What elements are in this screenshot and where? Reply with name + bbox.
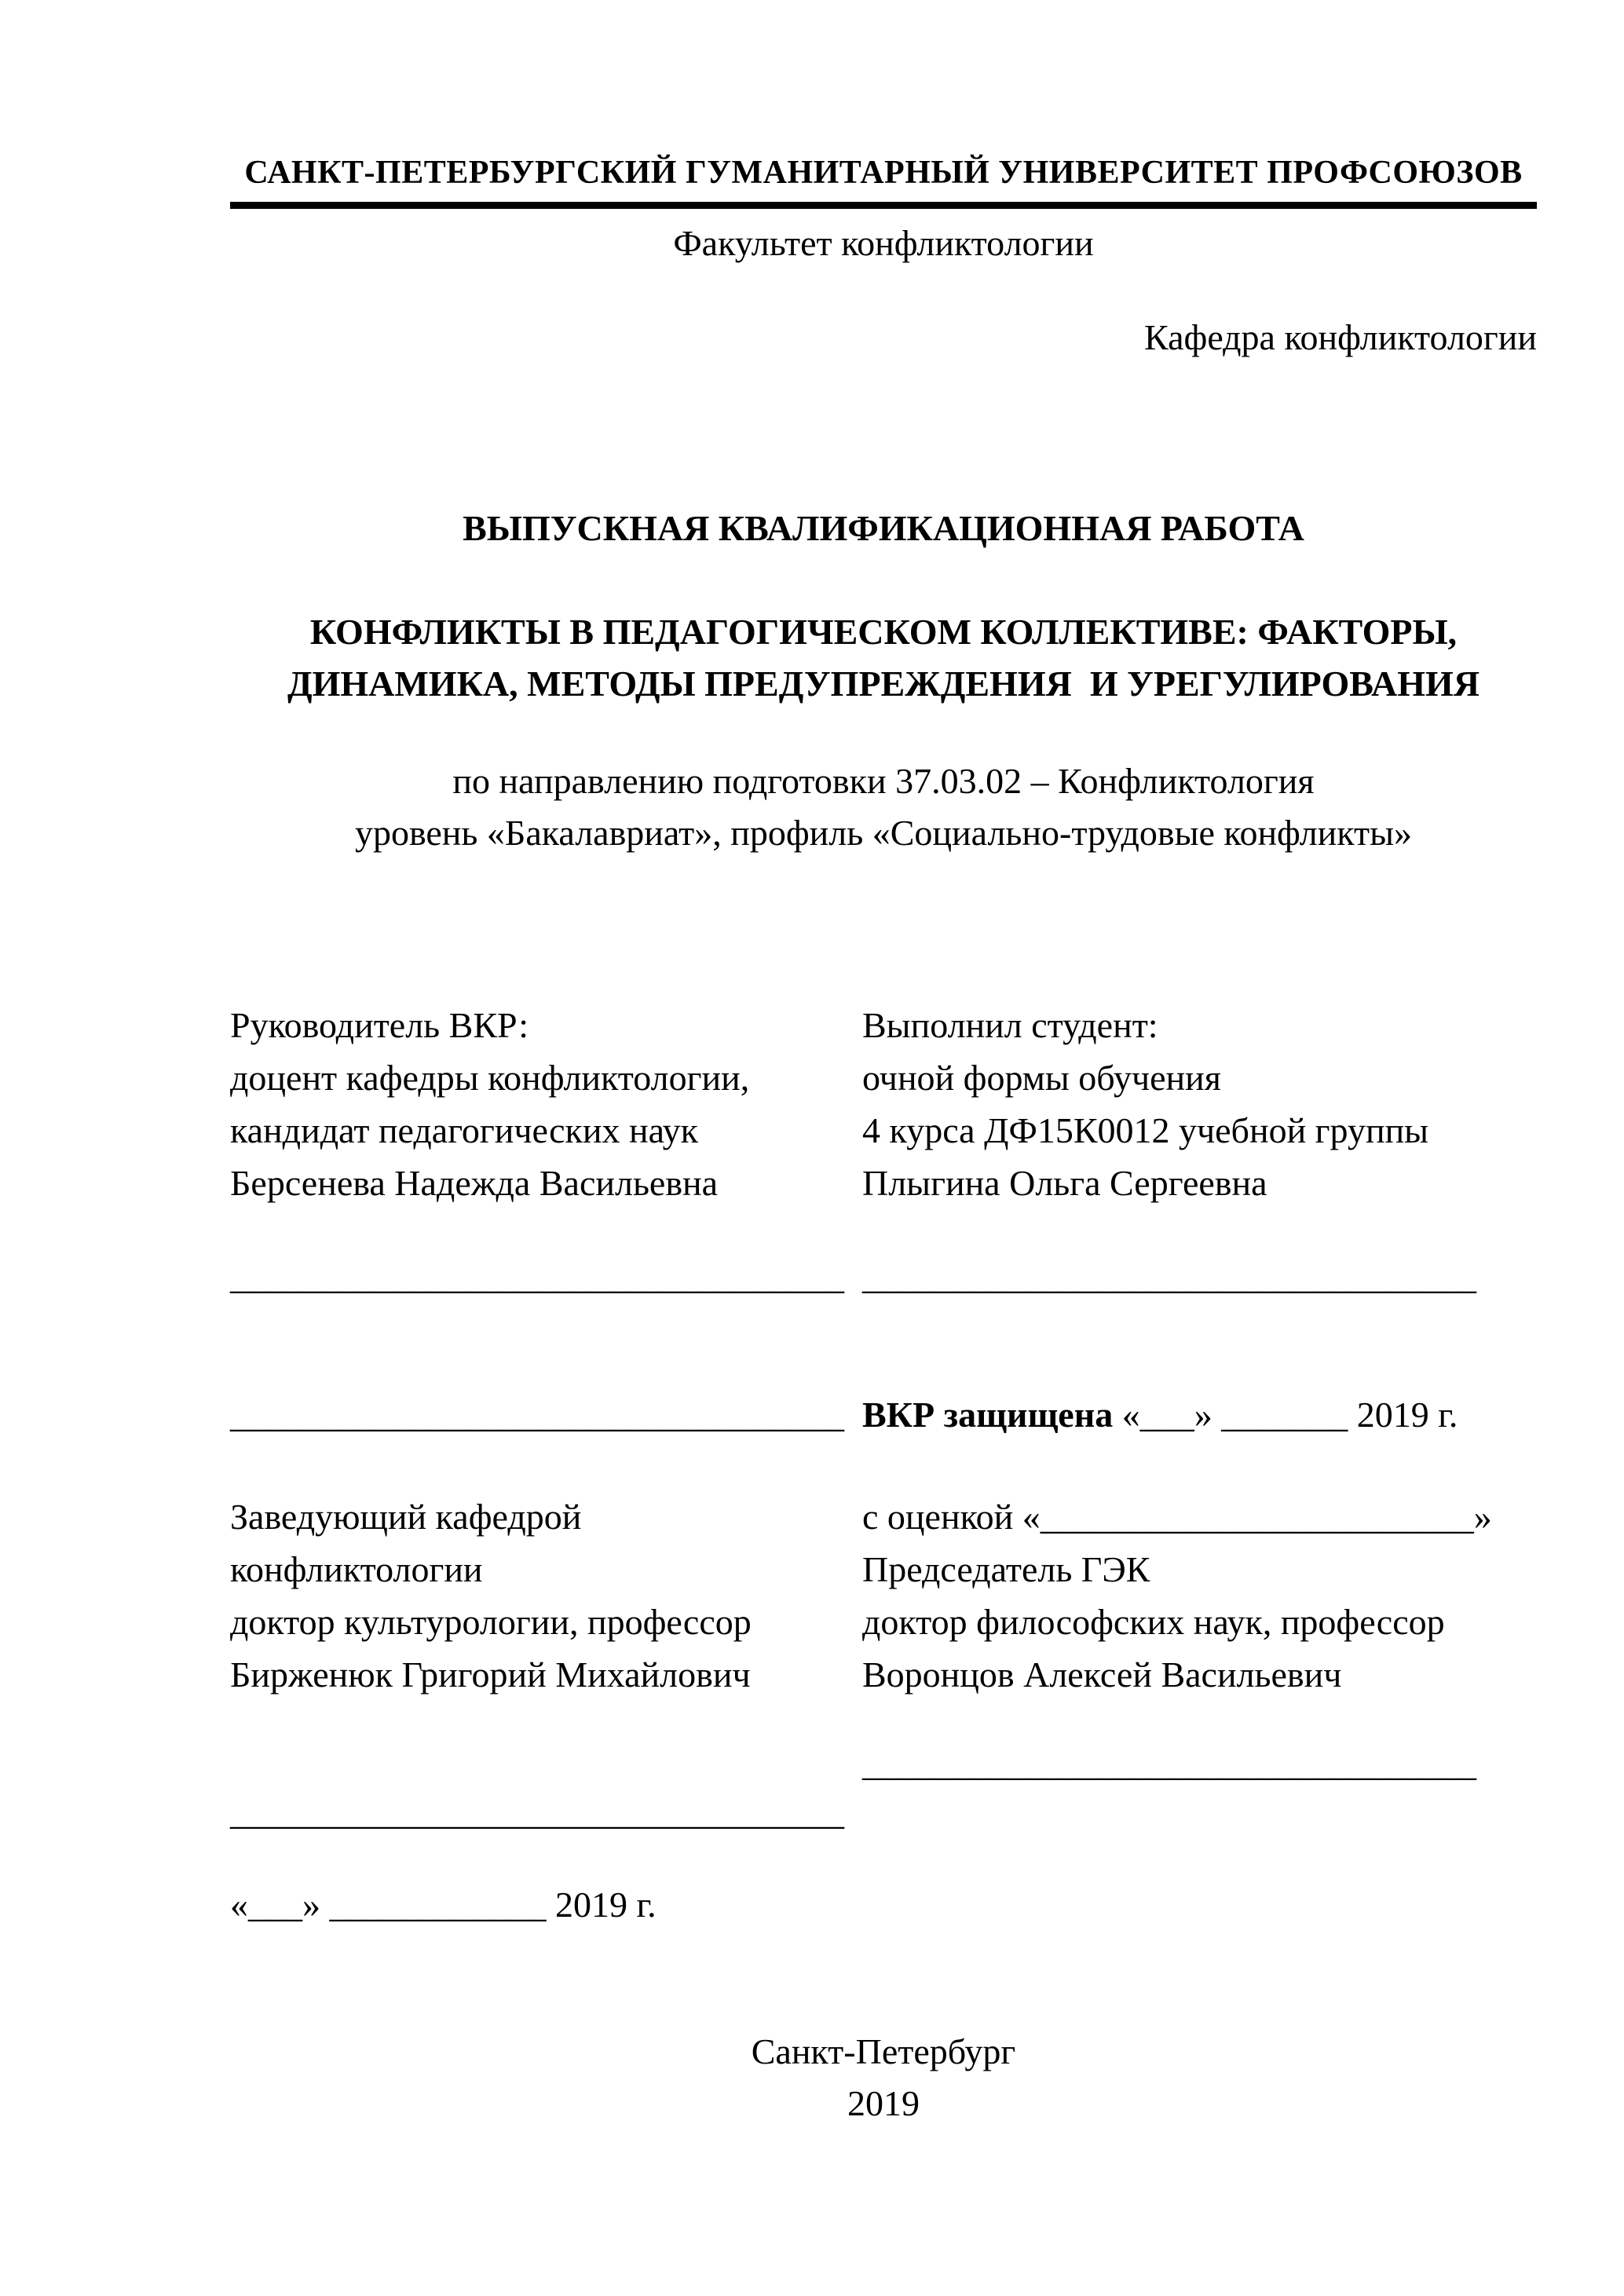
program-level: уровень «Бакалавриат», профиль «Социально-трудовые конфликты» [354,813,1413,853]
program-info [230,755,1537,859]
chairman-title: Председатель ГЭК [862,1549,1150,1589]
head-role-line2: конфликтологии [230,1549,483,1589]
chairman-block [862,1490,1537,1701]
student-group: 4 курса ДФ15К0012 учебной группы [862,1110,1429,1150]
student-study-form: очной формы обучения [862,1058,1221,1098]
signature-row-4 [230,1786,1537,1838]
head-date-line: «___» ____________ 2019 г. [230,1885,657,1925]
chairman-signature-line: __________________________________ [862,1743,1476,1783]
head-name: Бирженюк Григорий Михайлович [230,1654,751,1695]
signature-row-1 [230,1250,1537,1303]
signature-row-2 [230,1388,1537,1441]
head-role-line1: Заведующий кафедрой [230,1497,582,1537]
signature-row-3 [230,1737,1537,1790]
head-signature-line-2: __________________________________ [230,1792,844,1832]
defense-defended-rest: «___» _______ 2019 г. [1113,1395,1458,1435]
thesis-title-line1: КОНФЛИКТЫ В ПЕДАГОГИЧЕСКОМ КОЛЛЕКТИВЕ: ФАКТОРЫ, [309,612,1458,652]
footer-city: Санкт-Петербург [751,2031,1016,2071]
faculty-name: Факультет конфликтологии [673,223,1094,263]
footer-year: 2019 [847,2083,920,2123]
defense-date-line [862,1388,1537,1441]
student-signature-line: __________________________________ [862,1256,1476,1296]
student-block [862,999,1537,1209]
header-rule [230,202,1537,209]
student-heading: Выполнил студент: [862,1005,1158,1045]
student-name: Плыгина Ольга Сергеевна [862,1163,1267,1203]
supervisor-name: Берсенева Надежда Васильевна [230,1163,719,1203]
footer-block [230,2026,1537,2130]
thesis-title-line2: ДИНАМИКА, МЕТОДЫ ПРЕДУПРЕЖДЕНИЯ И УРЕГУЛИРОВАНИЯ [287,664,1480,704]
defense-defended-label: ВКР защищена [862,1395,1114,1435]
people-block [230,999,1537,1209]
chairman-degree: доктор философских наук, профессор [862,1602,1445,1642]
university-name: САНКТ-ПЕТЕРБУРГСКИЙ ГУМАНИТАРНЫЙ УНИВЕРСИТЕТ ПРОФСОЮЗОВ [244,155,1523,191]
supervisor-block [230,999,862,1209]
supervisor-role: Руководитель ВКР: [230,1005,529,1045]
supervisor-position: доцент кафедры конфликтологии, [230,1058,750,1098]
head-signature-line: __________________________________ [230,1395,844,1435]
department-name: Кафедра конфликтологии [1144,317,1537,357]
program-direction: по направлению подготовки 37.03.02 – Конфликтология [452,761,1315,801]
chairman-name: Воронцов Алексей Васильевич [862,1654,1342,1695]
head-degree: доктор культурологии, профессор [230,1602,752,1642]
grade-line: с оценкой «________________________» [862,1497,1492,1537]
department-head-block [230,1490,862,1701]
supervisor-signature-line: __________________________________ [230,1256,844,1296]
officials-block [230,1490,1537,1701]
thesis-title [230,606,1537,710]
work-type-heading: ВЫПУСКНАЯ КВАЛИФИКАЦИОННАЯ РАБОТА [463,508,1304,548]
supervisor-degree: кандидат педагогических наук [230,1110,699,1150]
